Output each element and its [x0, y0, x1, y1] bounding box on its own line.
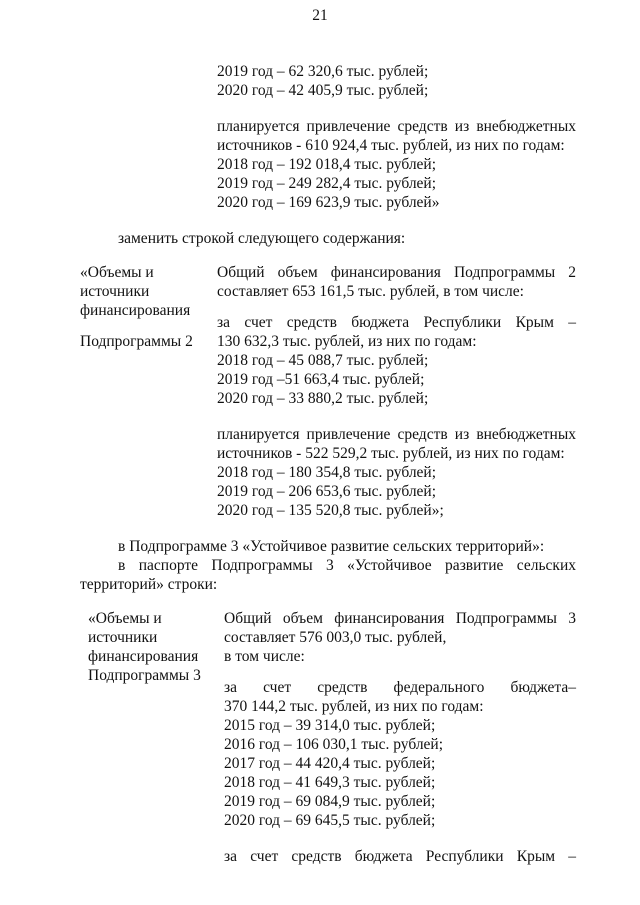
year-line: 2019 год – 69 084,9 тыс. рублей; — [224, 793, 436, 810]
subprogram3-rows-line: территорий» строки: — [80, 576, 218, 593]
year-line: 2018 год – 41 649,3 тыс. рублей; — [224, 774, 436, 791]
year-line: 2019 год – 249 282,4 тыс. рублей; — [217, 175, 437, 192]
row-label: «Объемы и — [80, 264, 154, 281]
offbudget-line-1: планируется привлечение средств из внебюджетных — [217, 118, 576, 135]
year-line: 2016 год – 106 030,1 тыс. рублей; — [224, 736, 444, 753]
offbudget-line-1: планируется привлечение средств из внебюджетных — [217, 426, 576, 443]
year-line: 2015 год – 39 314,0 тыс. рублей; — [224, 717, 436, 734]
federal-line-2: 370 144,2 тыс. рублей, из них по годам: — [224, 698, 484, 715]
year-line: 2020 год – 169 623,9 тыс. рублей» — [217, 194, 440, 211]
row-label: «Объемы и — [88, 610, 162, 627]
year-line: 2020 год – 33 880,2 тыс. рублей; — [217, 390, 429, 407]
crimea-line-1: за счет средств бюджета Республики Крым – — [224, 848, 576, 865]
year-line: 2018 год – 45 088,7 тыс. рублей; — [217, 352, 429, 369]
year-line: 2020 год – 69 645,5 тыс. рублей; — [224, 812, 436, 829]
crimea-line-1: за счет средств бюджета Республики Крым – — [217, 314, 576, 331]
page-number: 21 — [312, 7, 328, 24]
year-line: 2020 год – 135 520,8 тыс. рублей»; — [217, 502, 444, 519]
total-line-2: составляет 653 161,5 тыс. рублей, в том числе: — [217, 283, 524, 300]
year-line: 2018 год – 180 354,8 тыс. рублей; — [217, 464, 437, 481]
total-line-1: Общий объем финансирования Подпрограммы 3 — [224, 610, 576, 627]
year-line: 2019 год –51 663,4 тыс. рублей; — [217, 371, 425, 388]
total-line-1: Общий объем финансирования Подпрограммы 2 — [217, 264, 576, 281]
replace-instruction: заменить строкой следующего содержания: — [118, 230, 406, 247]
offbudget-line-2: источников - 522 529,2 тыс. рублей, из них по годам: — [217, 445, 565, 462]
row-label: Подпрограммы 3 — [88, 667, 201, 684]
row-label: источники — [88, 629, 158, 646]
row-label: финансирования — [80, 302, 191, 319]
year-line: 2019 год – 62 320,6 тыс. рублей; — [217, 63, 429, 80]
year-line: 2020 год – 42 405,9 тыс. рублей; — [217, 82, 429, 99]
total-line-2: составляет 576 003,0 тыс. рублей, — [224, 629, 447, 646]
federal-line-1: за счет средств федерального бюджета– — [224, 679, 576, 696]
row-label: источники — [80, 283, 150, 300]
offbudget-line-2: источников - 610 924,4 тыс. рублей, из них по годам: — [217, 137, 565, 154]
subprogram3-passport-line: в паспорте Подпрограммы 3 «Устойчивое развитие сельских — [118, 557, 576, 574]
row-label: финансирования — [88, 648, 199, 665]
year-line: 2019 год – 206 653,6 тыс. рублей; — [217, 483, 437, 500]
year-line: 2017 год – 44 420,4 тыс. рублей; — [224, 755, 436, 772]
year-line: 2018 год – 192 018,4 тыс. рублей; — [217, 156, 437, 173]
total-line-3: в том числе: — [224, 648, 305, 665]
crimea-line-2: 130 632,3 тыс. рублей, из них по годам: — [217, 333, 477, 350]
row-label: Подпрограммы 2 — [80, 333, 193, 350]
subprogram3-heading: в Подпрограмме 3 «Устойчивое развитие сельских территорий»: — [118, 538, 545, 555]
